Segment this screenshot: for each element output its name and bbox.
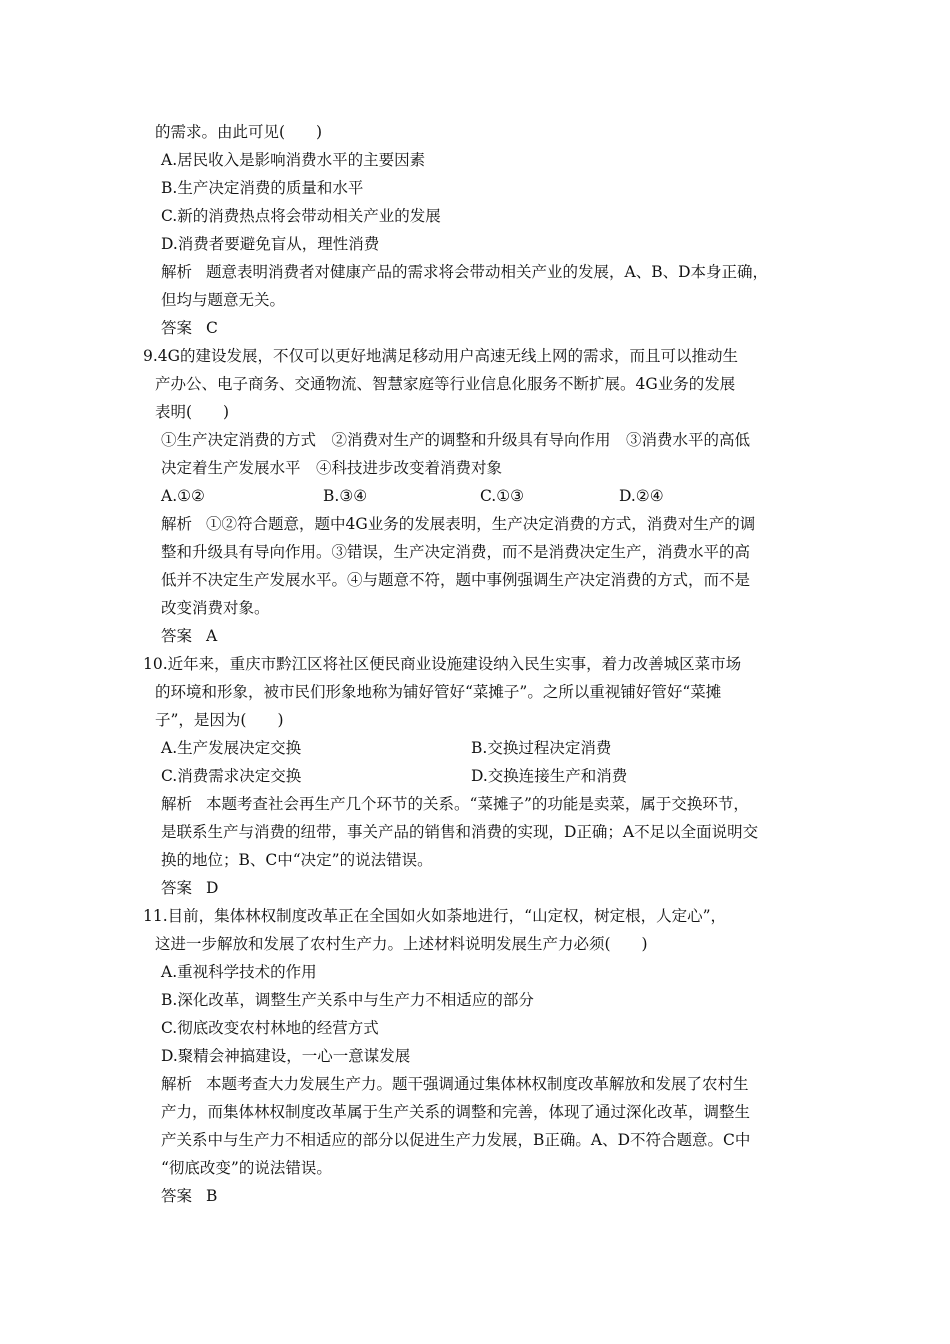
q10-analysis [161,790,749,818]
q10-analysis-line-1: 本题考查社会再生产几个环节的关系。“菜摊子”的功能是卖菜，属于交换环节， [206,795,749,813]
q8-answer [161,314,218,342]
answer-label: 答案 [161,319,193,337]
q8-option-b: B.生产决定消费的质量和水平 [161,179,364,197]
q10-option-b: B.交换过程决定消费 [471,739,612,757]
q11-analysis-line-3: 产关系中与生产力不相适应的部分以促进生产力发展，B正确。A、D不符合题意。C中 [161,1131,751,1149]
q9-analysis-line-4: 改变消费对象。 [161,599,270,617]
q9-statements-line-1: ①生产决定消费的方式 ②消费对生产的调整和升级具有导向作用 ③消费水平的高低 [161,431,751,449]
q10-answer [161,874,218,902]
q10-analysis-line-3: 换的地位；B、C中“决定”的说法错误。 [161,851,433,869]
q11-analysis-line-2: 产力，而集体林权制度改革属于生产关系的调整和完善，体现了通过深化改革，调整生 [161,1103,751,1121]
q10-answer-value: D [206,879,219,897]
q8-option-a: A.居民收入是影响消费水平的主要因素 [161,151,426,169]
analysis-label: 解析 [161,515,193,533]
analysis-label: 解析 [161,263,193,281]
q11-option-b: B.深化改革，调整生产关系中与生产力不相适应的部分 [161,991,534,1009]
q10-stem-line-2: 的环境和形象，被市民们形象地称为铺好管好“菜摊子”。之所以重视铺好管好“菜摊 [155,683,722,701]
q9-analysis-line-3: 低并不决定生产发展水平。④与题意不符，题中事例强调生产决定消费的方式，而不是 [161,571,751,589]
q10-stem-line-1: 10.近年来，重庆市黔江区将社区便民商业设施建设纳入民生实事，着力改善城区菜市场 [143,655,742,673]
q8-analysis-line-1: 题意表明消费者对健康产品的需求将会带动相关产业的发展，A、B、D本身正确， [206,263,769,281]
q11-option-d: D.聚精会神搞建设，一心一意谋发展 [161,1047,411,1065]
answer-label: 答案 [161,1187,193,1205]
q9-stem-line-3: 表明( ) [155,403,230,421]
q11-analysis-line-1: 本题考查大力发展生产力。题干强调通过集体林权制度改革解放和发展了农村生 [206,1075,749,1093]
q11-option-a: A.重视科学技术的作用 [161,963,317,981]
answer-label: 答案 [161,879,193,897]
q10-option-a: A.生产发展决定交换 [161,739,302,757]
q10-analysis-line-2: 是联系生产与消费的纽带，事关产品的销售和消费的实现，D正确；A不足以全面说明交 [161,823,759,841]
analysis-label: 解析 [161,795,193,813]
q11-answer-value: B [206,1187,218,1205]
q9-option-a: A.①② [161,487,205,505]
q9-analysis-line-1: ①②符合题意，题中4G业务的发展表明，生产决定消费的方式，消费对生产的调 [206,515,756,533]
q8-answer-value: C [206,319,218,337]
q9-option-b: B.③④ [323,487,368,505]
q10-stem-line-3: 子”，是因为( ) [155,711,284,729]
q11-stem-line-1: 11.目前，集体林权制度改革正在全国如火如荼地进行，“山定权，树定根，人定心”， [143,907,727,925]
q11-stem-line-2: 这进一步解放和发展了农村生产力。上述材料说明发展生产力必须( ) [155,935,648,953]
q9-answer-value: A [206,627,218,645]
q9-stem-line-2: 产办公、电子商务、交通物流、智慧家庭等行业信息化服务不断扩展。4G业务的发展 [155,375,736,393]
q11-analysis [161,1070,749,1098]
q8-analysis [161,258,768,286]
q9-option-c: C.①③ [480,487,525,505]
q9-analysis [161,510,755,538]
q8-analysis-line-2: 但均与题意无关。 [161,291,286,309]
q10-option-c: C.消费需求决定交换 [161,767,302,785]
q9-option-d: D.②④ [619,487,664,505]
answer-label: 答案 [161,627,193,645]
q9-statements-line-2: 决定着生产发展水平 ④科技进步改变着消费对象 [161,459,503,477]
q11-option-c: C.彻底改变农村林地的经营方式 [161,1019,379,1037]
q9-stem-line-1: 9.4G的建设发展，不仅可以更好地满足移动用户高速无线上网的需求，而且可以推动生 [143,347,739,365]
q10-option-d: D.交换连接生产和消费 [471,767,628,785]
q9-answer [161,622,217,650]
q11-answer [161,1182,217,1210]
q8-option-c: C.新的消费热点将会带动相关产业的发展 [161,207,441,225]
q11-analysis-line-4: “彻底改变”的说法错误。 [161,1159,332,1177]
q8-stem-tail: 的需求。由此可见( ) [155,123,323,141]
analysis-label: 解析 [161,1075,193,1093]
q8-option-d: D.消费者要避免盲从，理性消费 [161,235,380,253]
q9-analysis-line-2: 整和升级具有导向作用。③错误，生产决定消费，而不是消费决定生产，消费水平的高 [161,543,751,561]
